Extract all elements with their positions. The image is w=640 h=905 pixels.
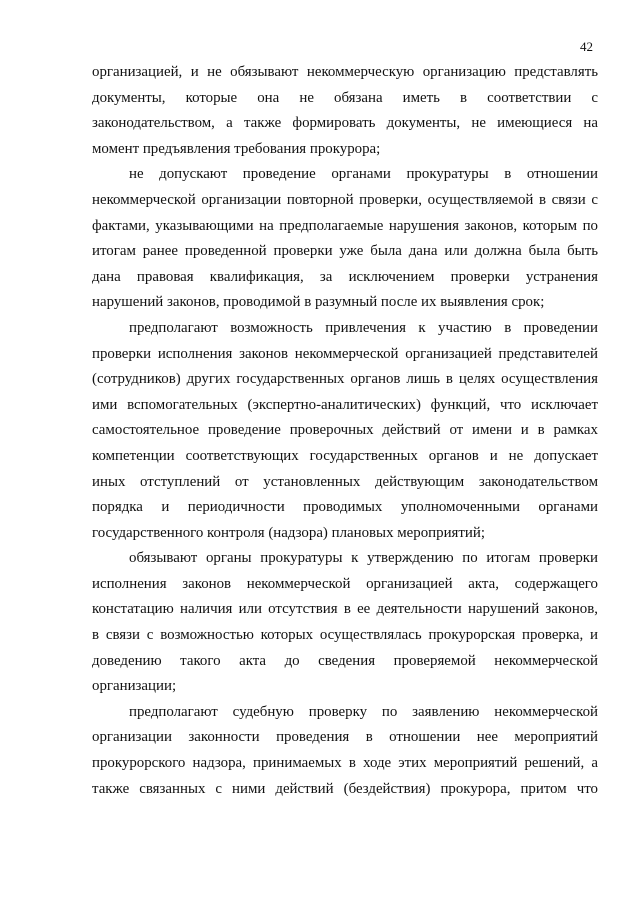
text-line: организации; (92, 678, 177, 695)
text-line: фактами, указывающими на предполагаемые нарушения законов, которым по (92, 217, 598, 234)
text-line: исполнения законов некоммерческой организацией акта, содержащего (92, 575, 598, 592)
text-line: организации законности проведения в отношении нее мероприятий (92, 729, 598, 746)
text-line: предполагают судебную проверку по заявлению некоммерческой (129, 703, 598, 720)
text-line: ими вспомогательных (экспертно-аналитических) функций, что исключает (92, 396, 598, 413)
text-line: компетенции соответствующих государственных органов и не допускает (92, 447, 598, 464)
text-line: проверки исполнения законов некоммерческой организацией представителей (92, 345, 598, 362)
text-line: прокурорского надзора, принимаемых в ходе этих мероприятий решений, а (92, 755, 598, 772)
text-line: некоммерческой организации повторной проверки, осуществляемой в связи с (92, 191, 598, 208)
text-line: итогам ранее проведенной проверки уже была дана или должна была быть (92, 243, 598, 260)
text-line: (сотрудников) других государственных органов лишь в целях осуществления (92, 371, 598, 388)
text-line: предполагают возможность привлечения к участию в проведении (129, 319, 598, 336)
text-line: также связанных с ними действий (бездействия) прокурора, притом что (92, 780, 598, 797)
text-line: дана правовая квалификация, за исключением проверки устранения (92, 268, 598, 285)
text-line: нарушений законов, проводимой в разумный после их выявления срок; (92, 294, 545, 311)
text-line: порядка и периодичности проводимых уполномоченными органами (92, 499, 598, 516)
body-text (92, 60, 598, 802)
text-line: государственного контроля (надзора) плановых мероприятий; (92, 524, 485, 541)
text-line: документы, которые она не обязана иметь в соответствии с (92, 89, 598, 106)
page-number: 42 (580, 39, 593, 54)
text-line: обязывают органы прокуратуры к утверждению по итогам проверки (129, 550, 598, 567)
text-line: доведению такого акта до сведения проверяемой некоммерческой (92, 652, 598, 669)
text-line: момент предъявления требования прокурора; (92, 140, 381, 157)
text-line: самостоятельное проведение проверочных действий от имени и в рамках (92, 422, 598, 439)
text-line: иных отступлений от установленных действующим законодательством (92, 473, 598, 490)
text-line: законодательством, а также формировать документы, не имеющиеся на (92, 115, 598, 132)
text-line: не допускают проведение органами прокуратуры в отношении (129, 166, 598, 183)
text-line: констатацию наличия или отсутствия в ее деятельности нарушений законов, (92, 601, 598, 618)
text-line: в связи с возможностью которых осуществлялась прокурорская проверка, и (92, 627, 598, 644)
text-line: организацией, и не обязывают некоммерческую организацию представлять (92, 64, 598, 80)
